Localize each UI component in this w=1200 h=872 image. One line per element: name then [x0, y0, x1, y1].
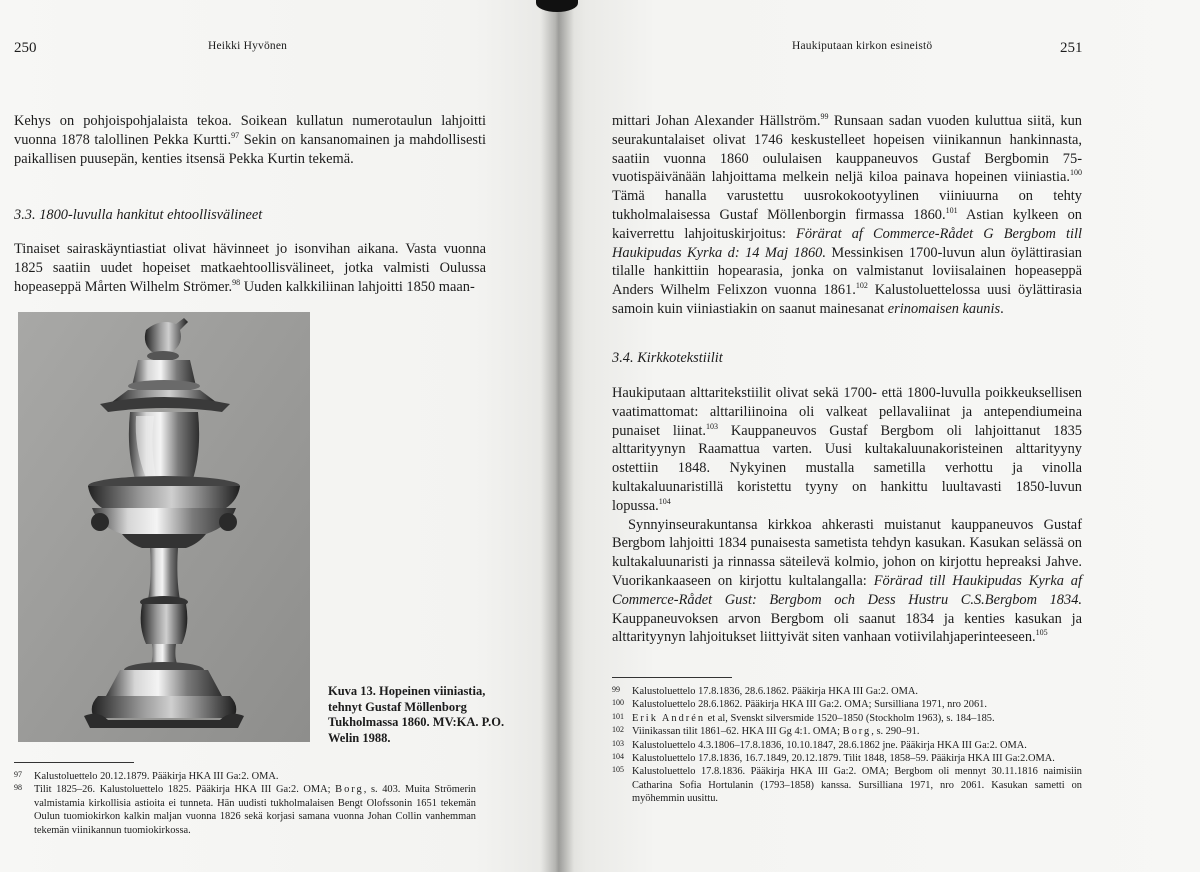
- footnote-97: 97 Kalustoluettelo 20.12.1879. Pääkirja HKA III Ga:2. OMA.: [14, 770, 279, 782]
- footnote-99: 99 Kalustoluettelo 17.8.1836, 28.6.1862. Pääkirja HKA III Ga:2. OMA.: [612, 685, 918, 697]
- figure-13-wine-urn-photo: [18, 312, 310, 742]
- footnote-rule-left: [14, 762, 134, 763]
- right-page: [560, 0, 1200, 872]
- footnote-103: 103 Kalustoluettelo 4.3.1806–17.8.1836, 10.10.1847, 28.6.1862 jne. Pääkirja HKA III Ga:2. OMA.: [612, 738, 1027, 751]
- section-heading-3-3: 3.3. 1800-luvulla hankitut ehtoollisvälineet: [14, 207, 263, 223]
- footnote-100: 100 Kalustoluettelo 28.6.1862. Pääkirja HKA III Ga:2. OMA; Sursilliana 1971, nro 2061.: [612, 698, 987, 711]
- footnotes-left: [14, 770, 476, 837]
- figure-13-caption: Kuva 13. Hopeinen viiniastia, tehnyt Gustaf Möllenborg Tukholmassa 1860. MV:KA. P.O. Welin 1988.: [328, 684, 505, 745]
- right-paragraph-1: mittari Johan Alexander Hällström.$^{99}$ Runsaan sadan vuoden kuluttua siitä, kun seurakuntalaiset olivat 1746 keskustelleet hopeisen viinikannun hankinnasta, saatiin vuonna 1860 oululaisen kauppaneuvos Gustaf Bergbomin 75-vuotispäivänään lahjoittama melkein neljä kiloa painava hopeinen viiniastia.$^{100}$ Tämä hanalla varustettu uusrokokootyylinen viiniuurna on tehty tukholmalaisessa Gustaf Möllenborgin firmassa 1860.$^{101}$ Astian kylkeen on kaiverrettu lahjoituskirjoitus: Förärat af Commerce-Rådet G Bergbom till Haukipudas Kyrka d: 14 Maj 1860. Messinkisen 1700-luvun alun öylättirasian tilalle hankittiin hopearasia, jonka on valmistanut loviisalainen hopeaseppä Anders Wilhelm Felixzon vuonna 1861.$^{102}$ Kalustoluettelossa uusi öylättirasia samoin kuin viiniastiakin on saanut mainesanat erinomaisen kaunis.: [612, 112, 1083, 317]
- footnote-101: 101 Erik Andrén et al, Svenskt silversmide 1520–1850 (Stockholm 1963), s. 184–185.: [612, 711, 995, 724]
- footnote-105: 105 Kalustoluettelo 17.8.1836. Pääkirja HKA III Ga:2. OMA; Bergbom oli mennyt 30.11.1816 naimisiin Catharina Sofia Hortulanin (1793–1858) kanssa. Sursilliana 1971, nro 2061. Kasukan sametti on myöhemmin uusittu.: [612, 765, 1082, 805]
- book-gutter-shadow: [540, 0, 574, 872]
- left-page: [0, 0, 560, 872]
- footnotes-right: [612, 685, 1082, 806]
- wine-urn-illustration: [18, 312, 310, 742]
- section-heading-3-4: 3.4. Kirkkotekstiilit: [612, 350, 723, 366]
- footnote-104: 104 Kalustoluettelo 17.8.1836, 16.7.1849, 20.12.1879. Tilit 1848, 1858–59. Pääkirja HKA III Ga:2.OMA.: [612, 752, 1055, 765]
- page-number-left: 250: [14, 40, 37, 56]
- running-head-right: Haukiputaan kirkon esineistö: [792, 40, 933, 52]
- footnote-102: 102 Viinikassan tilit 1861–62. HKA III Gg 4:1. OMA; Borg, s. 290–91.: [612, 725, 920, 738]
- running-head-left: Heikki Hyvönen: [208, 40, 288, 52]
- footnote-rule-right: [612, 677, 732, 678]
- page-number-right: 251: [1060, 40, 1083, 56]
- left-paragraph-2: Tinaiset sairaskäyntiastiat olivat hävinneet jo isonvihan aikana. Vasta vuonna 1825 saatiin uudet hopeiset matkaehtoollisvälineet, jotka valmisti Oulussa hopeaseppä Mårten Wilhelm Strömer.$^{98}$ Uuden kalkkiliinan lahjoitti 1850 maan-: [14, 241, 486, 295]
- right-paragraphs-textiles: Haukiputaan alttaritekstiilit olivat sekä 1700- että 1800-luvulla poikkeuksellisen vaatimattomat: alttariliinoina oli valkeat pellavaliinat ja antependiumeina punaiset liinat.$^{103}$ Kauppaneuvos Gustaf Bergbom oli lahjoittanut 1835 alttarityynyn Raamattua varten. Uusi kultakaluunakoristeinen alttarityyny ostettiin 1848. Nykyinen mustalla sametilla verhottu ja vinolla kultakaluunaristillä koristettu tyyny on hankittu luultavasti 1850-luvun lopussa.$^{104}$ Synnyinseurakuntansa kirkkoa ahkerasti muistanut kauppaneuvos Gustaf Bergbom lahjoitti 1834 punaisesta sametista tehdyn kasukan. Kasukan selässä on kultakaluunaristi ja rinnassa säteilevä kolmio, johon on kirjottu hepreaksi Jahve. Vuorikankaaseen on kirjottu kultalangalla: Förärad till Haukipudas Kyrka af Commerce-Rådet Gust: Bergbom och Dess Hustru C.S.Bergbom 1834. Kauppaneuvoksen arvon Bergbom oli saanut 1834 ja kenties kasukan ja alttarityynyn lahjoitukset liittyivät siten vanhaan votiivilahjaperinteeseen.$^{105}$: [612, 385, 1082, 646]
- left-paragraph-1: Kehys on pohjoispohjalaista tekoa. Soikean kullatun numerotaulun lahjoitti vuonna 1878 talollinen Pekka Kurtti.$^{97}$ Sekin on kansanomainen ja mahdollisesti paikallisen puusepän, kenties itsensä Pekka Kurtin tekemä.: [14, 113, 486, 167]
- footnote-98: 98 Tilit 1825–26. Kalustoluettelo 1825. Pääkirja HKA III Ga:2. OMA; Borg, s. 403. Muita Strömerin valmistamia kirkollisia astioita ei tunneta. Hän uudisti tukholmalaisen Bengt Olofssonin 1651 tekemän Oulun tuomiokirkon kalkin maljan vuonna 1826 sekä korjasi samana vuonna Johan Collin vanhemman tekemän viinikannun tuomiokirkossa.: [14, 783, 476, 836]
